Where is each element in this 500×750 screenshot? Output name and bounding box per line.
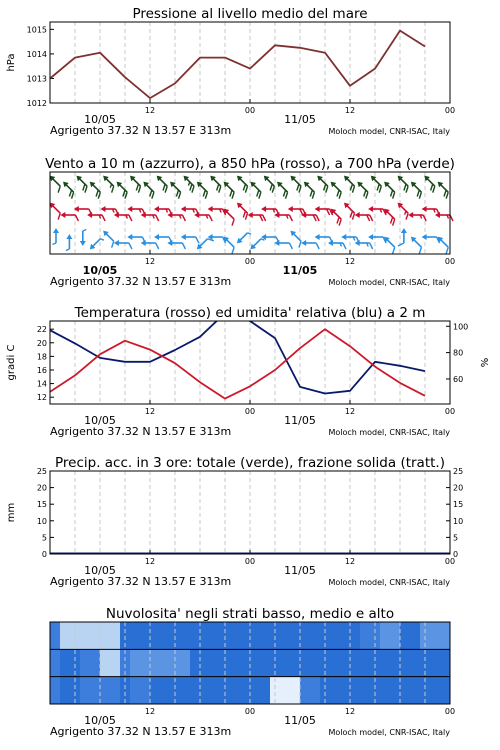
hour-tick-label: 12 — [144, 106, 156, 115]
cloud-cell — [410, 622, 421, 649]
cloud-cell — [90, 677, 101, 704]
hour-tick-label: 00 — [244, 257, 256, 266]
cloud-cell — [330, 677, 341, 704]
cloud-cell — [390, 649, 401, 676]
y-tick-label-right: 60 — [453, 374, 464, 384]
cloud-cell — [340, 649, 351, 676]
y-tick-label: 0 — [41, 550, 47, 559]
cloud-cell — [280, 677, 291, 704]
cloud-cell — [150, 649, 161, 676]
cloud-cell — [390, 622, 401, 649]
cloud-cell — [400, 649, 411, 676]
cloud-cell — [130, 649, 141, 676]
hour-tick-label: 12 — [344, 257, 356, 266]
y-tick-label-right: 80 — [453, 348, 464, 358]
cloud-cell — [240, 649, 251, 676]
cloud-cell — [350, 622, 361, 649]
cloud-cell — [50, 622, 61, 649]
y-tick-label: 20 — [36, 483, 47, 493]
panel-title: Precip. acc. in 3 ore: totale (verde), frazione solida (tratt.) — [55, 455, 445, 471]
cloud-cell — [190, 622, 201, 649]
cloud-cell — [440, 622, 451, 649]
y-axis-label: hPa — [6, 53, 17, 72]
cloud-cell — [200, 622, 211, 649]
cloud-cell — [440, 677, 451, 704]
cloud-cell — [150, 677, 161, 704]
y-tick-label: 12 — [36, 393, 47, 403]
cloud-cell — [80, 622, 91, 649]
cloud-cell — [140, 622, 151, 649]
cloud-cell — [210, 622, 221, 649]
cloud-cell — [380, 677, 391, 704]
cloud-cell — [140, 649, 151, 676]
y-tick-label: 18 — [36, 352, 47, 362]
cloud-cell — [100, 649, 111, 676]
panel-title: Pressione al livello medio del mare — [132, 6, 368, 22]
cloud-cell — [50, 677, 61, 704]
hour-tick-label: 12 — [144, 557, 156, 566]
cloud-cell — [290, 649, 301, 676]
date-label: 10/05 — [84, 564, 116, 577]
y-tick-label: 1015 — [26, 25, 47, 35]
date-label: 11/05 — [284, 564, 316, 577]
location-caption: Agrigento 37.32 N 13.57 E 313m — [50, 425, 232, 438]
y-axis-label: gradi C — [6, 344, 17, 381]
cloud-cell — [350, 677, 361, 704]
cloud-cell — [410, 649, 421, 676]
hour-tick-label: 00 — [444, 257, 456, 266]
date-label: 10/05 — [84, 414, 116, 427]
cloud-cell — [230, 622, 241, 649]
cloud-cell — [160, 677, 171, 704]
cloud-cell — [290, 677, 301, 704]
cloud-cell — [50, 649, 61, 676]
cloud-cell — [260, 649, 271, 676]
cloud-cell — [140, 677, 151, 704]
y-axis-label: mm — [6, 502, 17, 523]
model-caption: Moloch model, CNR-ISAC, Italy — [328, 127, 450, 136]
cloud-cell — [340, 677, 351, 704]
hour-tick-label: 00 — [244, 407, 256, 416]
cloud-cell — [410, 677, 421, 704]
cloud-cell — [350, 649, 361, 676]
cloud-cell — [250, 622, 261, 649]
cloud-cell — [230, 677, 241, 704]
cloud-cell — [160, 622, 171, 649]
hour-tick-label: 00 — [444, 557, 456, 566]
cloud-cell — [300, 649, 311, 676]
model-caption: Moloch model, CNR-ISAC, Italy — [328, 278, 450, 287]
cloud-cell — [300, 622, 311, 649]
location-caption: Agrigento 37.32 N 13.57 E 313m — [50, 575, 232, 588]
cloud-cell — [160, 649, 171, 676]
panel-title: Nuvolosita' negli strati basso, medio e alto — [105, 606, 395, 622]
cloud-cell — [400, 622, 411, 649]
y-axis-label-right: % — [480, 357, 491, 368]
date-label: 11/05 — [284, 113, 316, 126]
cloud-cell — [340, 622, 351, 649]
cloud-cell — [430, 622, 441, 649]
cloud-cell — [240, 677, 251, 704]
cloud-cell — [430, 677, 441, 704]
y-tick-label: 22 — [36, 325, 47, 335]
hour-tick-label: 00 — [244, 707, 256, 716]
cloud-cell — [60, 622, 71, 649]
cloud-cell — [190, 677, 201, 704]
panel-title: Vento a 10 m (azzurro), a 850 hPa (rosso), a 700 hPa (verde) — [45, 156, 455, 172]
cloud-cell — [110, 677, 121, 704]
cloud-cell — [60, 649, 71, 676]
cloud-cell — [210, 677, 221, 704]
cloud-cell — [80, 677, 91, 704]
date-label: 10/05 — [84, 113, 116, 126]
y-tick-label: 14 — [36, 379, 47, 389]
y-tick-label-right: 100 — [453, 322, 469, 332]
y-tick-label-right: 5 — [453, 533, 459, 543]
hour-tick-label: 12 — [144, 257, 156, 266]
date-label: 10/05 — [84, 714, 116, 727]
cloud-cell — [230, 649, 241, 676]
cloud-cell — [100, 677, 111, 704]
hour-tick-label: 00 — [444, 106, 456, 115]
location-caption: Agrigento 37.32 N 13.57 E 313m — [50, 124, 232, 137]
cloud-cell — [380, 622, 391, 649]
cloud-cell — [240, 622, 251, 649]
date-label: 11/05 — [282, 264, 318, 277]
cloud-cell — [110, 622, 121, 649]
hour-tick-label: 12 — [344, 707, 356, 716]
cloud-cell — [440, 649, 451, 676]
cloud-cell — [290, 622, 301, 649]
cloud-cell — [110, 649, 121, 676]
y-tick-label-right: 15 — [453, 500, 464, 510]
cloud-cell — [400, 677, 411, 704]
cloud-cell — [260, 622, 271, 649]
y-tick-label: 25 — [36, 467, 47, 476]
cloud-cell — [300, 677, 311, 704]
cloud-cell — [250, 649, 261, 676]
cloud-cell — [200, 649, 211, 676]
cloud-cell — [310, 622, 321, 649]
date-label: 11/05 — [284, 414, 316, 427]
cloud-cell — [180, 622, 191, 649]
cloud-cell — [180, 649, 191, 676]
y-tick-label: 1014 — [26, 49, 47, 59]
cloud-cell — [80, 649, 91, 676]
cloud-cell — [380, 649, 391, 676]
cloud-cell — [430, 649, 441, 676]
cloud-cell — [190, 649, 201, 676]
date-label: 11/05 — [284, 714, 316, 727]
y-tick-label-right: 10 — [453, 516, 464, 526]
model-caption: Moloch model, CNR-ISAC, Italy — [328, 428, 450, 437]
hour-tick-label: 12 — [144, 707, 156, 716]
hour-tick-label: 00 — [444, 407, 456, 416]
cloud-cell — [360, 649, 371, 676]
cloud-cell — [360, 622, 371, 649]
cloud-cell — [130, 677, 141, 704]
cloud-cell — [90, 622, 101, 649]
y-tick-label: 16 — [36, 365, 47, 375]
date-label: 10/05 — [82, 264, 118, 277]
model-caption: Moloch model, CNR-ISAC, Italy — [328, 728, 450, 737]
cloud-cell — [280, 649, 291, 676]
y-tick-label-right: 20 — [453, 483, 464, 493]
hour-tick-label: 00 — [244, 557, 256, 566]
y-tick-label: 15 — [36, 500, 47, 510]
cloud-cell — [60, 677, 71, 704]
cloud-cell — [250, 677, 261, 704]
hour-tick-label: 00 — [244, 106, 256, 115]
hour-tick-label: 00 — [444, 707, 456, 716]
y-tick-label: 1013 — [26, 74, 47, 84]
cloud-cell — [150, 622, 161, 649]
y-tick-label: 20 — [36, 338, 47, 348]
cloud-cell — [130, 622, 141, 649]
model-caption: Moloch model, CNR-ISAC, Italy — [328, 578, 450, 587]
cloud-cell — [390, 677, 401, 704]
hour-tick-label: 12 — [144, 407, 156, 416]
y-tick-label: 1012 — [26, 99, 47, 108]
y-tick-label-right: 25 — [453, 467, 464, 476]
cloud-cell — [310, 677, 321, 704]
y-tick-label: 10 — [36, 516, 47, 526]
hour-tick-label: 12 — [344, 557, 356, 566]
cloud-cell — [90, 649, 101, 676]
cloud-cell — [360, 677, 371, 704]
location-caption: Agrigento 37.32 N 13.57 E 313m — [50, 275, 232, 288]
cloud-cell — [280, 622, 291, 649]
cloud-cell — [100, 622, 111, 649]
cloud-cell — [330, 622, 341, 649]
cloud-cell — [200, 677, 211, 704]
cloud-cell — [210, 649, 221, 676]
cloud-cell — [310, 649, 321, 676]
y-tick-label: 5 — [41, 533, 47, 543]
cloud-cell — [180, 677, 191, 704]
y-tick-label-right: 0 — [453, 550, 459, 559]
hour-tick-label: 12 — [344, 106, 356, 115]
cloud-cell — [260, 677, 271, 704]
cloud-cell — [330, 649, 341, 676]
location-caption: Agrigento 37.32 N 13.57 E 313m — [50, 725, 232, 738]
panel-title: Temperatura (rosso) ed umidita' relativa (blu) a 2 m — [74, 305, 426, 321]
hour-tick-label: 12 — [344, 407, 356, 416]
